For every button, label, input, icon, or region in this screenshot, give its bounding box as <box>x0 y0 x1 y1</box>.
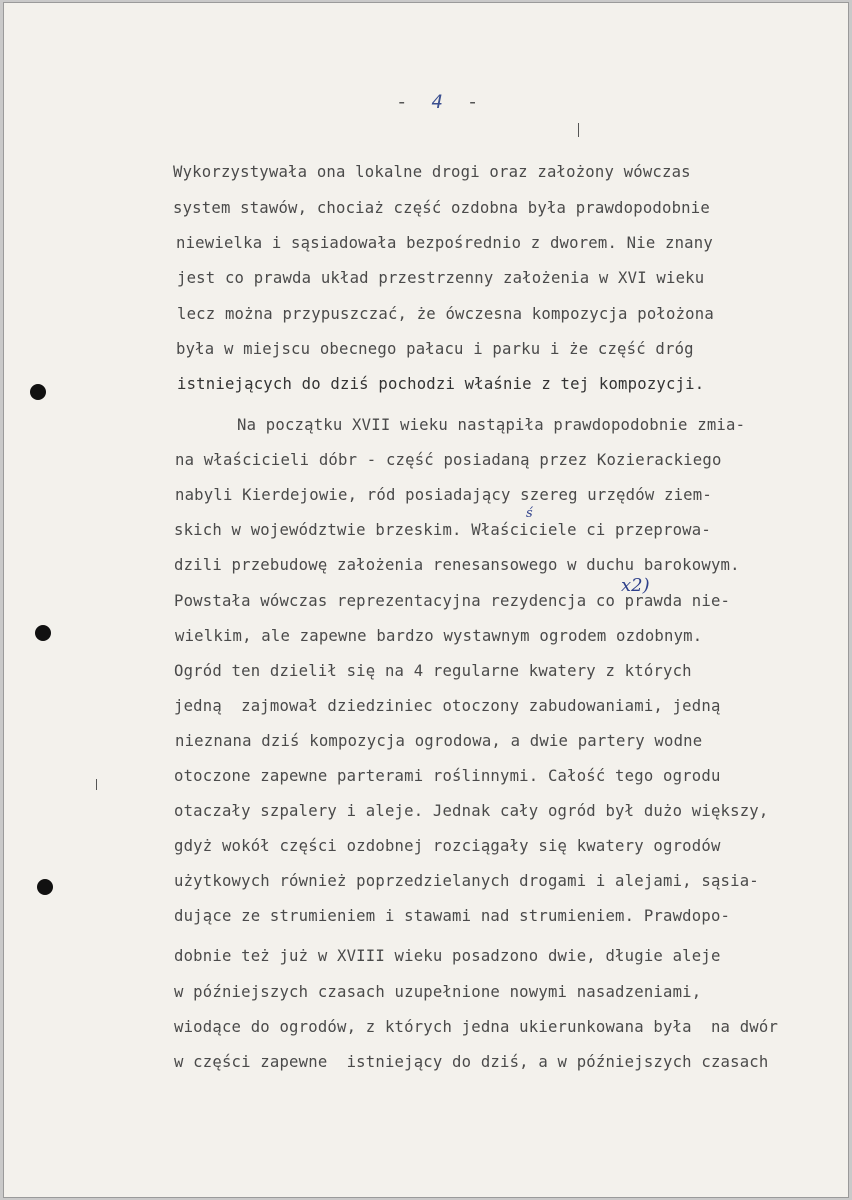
text-line: system stawów, chociaż część ozdobna była prawdopodobnie <box>173 199 710 217</box>
page-number-value: 4 <box>431 91 445 113</box>
punch-hole <box>30 384 46 400</box>
page-number-dash-left: - <box>396 91 410 113</box>
text-line: skich w województwie brzeskim. Właściciele ci przeprowa- <box>174 521 711 539</box>
text-line: w części zapewne istniejący do dziś, a w późniejszych czasach <box>174 1053 769 1071</box>
text-line: Wykorzystywała ona lokalne drogi oraz założony wówczas <box>173 163 691 181</box>
handwritten-insert-mark: x2) <box>621 575 650 596</box>
text-line: użytkowych również poprzedzielanych drogami i alejami, sąsia- <box>174 872 759 890</box>
text-line: istniejących do dziś pochodzi właśnie z tej kompozycji. <box>177 375 705 393</box>
text-line: lecz można przypuszczać, że ówczesna kompozycja położona <box>177 305 714 323</box>
text-line: Powstała wówczas reprezentacyjna rezydencja co prawda nie- <box>174 592 731 610</box>
page-number-dash-right: - <box>466 91 481 113</box>
text-line: nabyli Kierdejowie, ród posiadający szereg urzędów ziem- <box>175 486 712 504</box>
document-page <box>3 2 849 1198</box>
text-line: w późniejszych czasach uzupełnione nowymi nasadzeniami, <box>174 983 702 1001</box>
margin-tick-mark <box>96 779 97 790</box>
text-line: nieznana dziś kompozycja ogrodowa, a dwie partery wodne <box>175 732 703 750</box>
handwritten-correction: ś <box>526 506 533 521</box>
margin-tick-mark <box>578 123 579 137</box>
text-line: jest co prawda układ przestrzenny założenia w XVI wieku <box>177 269 705 287</box>
text-line: dobnie też już w XVIII wieku posadzono dwie, długie aleje <box>174 947 721 965</box>
text-line: wiodące do ogrodów, z których jedna ukierunkowana była na dwór <box>174 1018 779 1036</box>
text-line: dzili przebudowę założenia renesansowego w duchu barokowym. <box>174 556 740 574</box>
punch-hole <box>35 625 51 641</box>
text-line: gdyż wokół części ozdobnej rozciągały się kwatery ogrodów <box>174 837 721 855</box>
text-line: Na początku XVII wieku nastąpiła prawdopodobnie zmia- <box>237 416 746 434</box>
text-line: była w miejscu obecnego pałacu i parku i że część dróg <box>176 340 694 358</box>
text-line: otoczone zapewne parterami roślinnymi. Całość tego ogrodu <box>174 767 721 785</box>
text-line: dujące ze strumieniem i stawami nad strumieniem. Prawdopo- <box>174 907 731 925</box>
text-line: Ogród ten dzielił się na 4 regularne kwatery z których <box>174 662 692 680</box>
text-line: jedną zajmował dziedziniec otoczony zabudowaniami, jedną <box>174 697 721 715</box>
punch-hole <box>37 879 53 895</box>
text-line: niewielka i sąsiadowała bezpośrednio z dworem. Nie znany <box>176 234 713 252</box>
text-line: wielkim, ale zapewne bardzo wystawnym ogrodem ozdobnym. <box>175 627 703 645</box>
page-number <box>396 91 480 113</box>
text-line: otaczały szpalery i aleje. Jednak cały ogród był dużo większy, <box>174 802 769 820</box>
text-line: na właścicieli dóbr - część posiadaną przez Kozierackiego <box>175 451 722 469</box>
